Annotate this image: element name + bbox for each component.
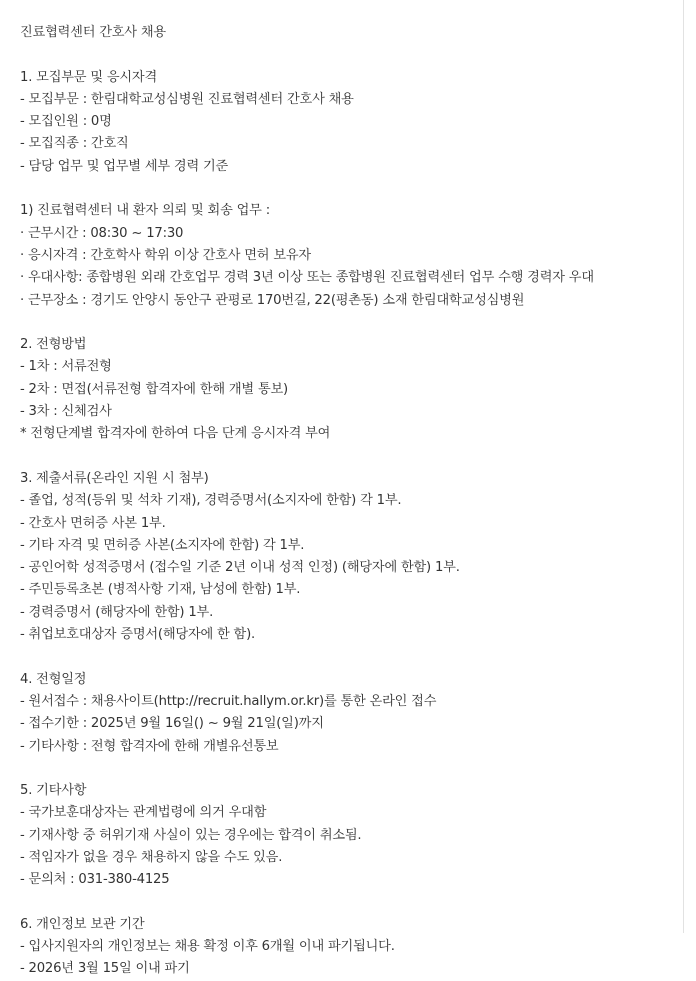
section-block	[20, 468, 683, 669]
section-line: - 공인어학 성적증명서 (접수일 기준 2년 이내 성적 인정) (해당자에 한함) 1부.	[20, 560, 460, 576]
section-line: - 담당 업무 및 업무별 세부 경력 기준	[20, 158, 229, 174]
section-line: · 근무시간 : 08:30 ~ 17:30	[20, 225, 184, 241]
section-heading: 4. 전형일정	[20, 671, 87, 687]
section-line: * 전형단계별 합격자에 한하여 다음 단계 응시자격 부여	[20, 426, 331, 442]
section-line: - 모집직종 : 간호직	[20, 136, 129, 152]
section-spacer	[20, 178, 683, 200]
section-spacer	[20, 892, 683, 914]
section-line: - 국가보훈대상자는 관계법령에 의거 우대함	[20, 805, 267, 821]
section-line: - 접수기한 : 2025년 9월 16일() ~ 9월 21일(일)까지	[20, 716, 324, 732]
section-line: - 2차 : 면접(서류전형 합격자에 한해 개별 통보)	[20, 381, 288, 397]
section-heading: 5. 기타사항	[20, 783, 87, 799]
section-block	[20, 669, 683, 780]
section-block	[20, 67, 683, 201]
section-heading: 1. 모집부문 및 응시자격	[20, 69, 158, 85]
section-block	[20, 914, 683, 981]
section-line: - 원서접수 : 채용사이트(http://recruit.hallym.or.kr)를 통한 온라인 접수	[20, 693, 437, 709]
section-block	[20, 780, 683, 914]
section-spacer	[20, 758, 683, 780]
section-line: - 2026년 3월 15일 이내 파기	[20, 961, 190, 977]
section-line: - 기재사항 중 허위기재 사실이 있는 경우에는 합격이 취소됨.	[20, 827, 362, 843]
section-heading: 3. 제출서류(온라인 지원 시 첨부)	[20, 470, 209, 486]
section-line: · 근무장소 : 경기도 안양시 동안구 관평로 170번길, 22(평촌동) 소재 한림대학교성심병원	[20, 292, 525, 308]
section-line: - 주민등록초본 (병적사항 기재, 남성에 한함) 1부.	[20, 582, 301, 598]
section-line: - 문의처 : 031-380-4125	[20, 872, 170, 888]
section-line: - 모집부문 : 한림대학교성심병원 진료협력센터 간호사 채용	[20, 91, 354, 107]
section-line: · 응시자격 : 간호학사 학위 이상 간호사 면허 보유자	[20, 247, 311, 263]
posting-sections	[20, 67, 683, 981]
section-line: - 졸업, 성적(등위 및 석차 기재), 경력증명서(소지자에 한함) 각 1부.	[20, 493, 402, 509]
section-line: - 기타 자격 및 면허증 사본(소지자에 한함) 각 1부.	[20, 537, 305, 553]
section-line: - 간호사 면허증 사본 1부.	[20, 515, 166, 531]
section-line: - 입사지원자의 개인정보는 채용 확정 이후 6개월 이내 파기됩니다.	[20, 939, 395, 955]
section-spacer	[20, 646, 683, 668]
section-spacer	[20, 312, 683, 334]
section-line: - 3차 : 신체검사	[20, 404, 112, 420]
document-title: 진료협력센터 간호사 채용	[20, 25, 166, 40]
section-heading: 2. 전형방법	[20, 337, 87, 353]
section-spacer	[20, 446, 683, 468]
section-heading: 1) 진료협력센터 내 환자 의뢰 및 회송 업무 :	[20, 203, 270, 219]
section-block	[20, 334, 683, 468]
section-line: - 경력증명서 (해당자에 한함) 1부.	[20, 604, 214, 620]
section-heading: 6. 개인정보 보관 기간	[20, 916, 145, 932]
section-line: - 기타사항 : 전형 합격자에 한해 개별유선통보	[20, 738, 279, 754]
section-block	[20, 200, 683, 334]
section-line: - 1차 : 서류전형	[20, 359, 112, 375]
section-line: · 우대사항: 종합병원 외래 간호업무 경력 3년 이상 또는 종합병원 진료협력센터 업무 수행 경력자 우대	[20, 270, 594, 286]
section-line: - 취업보호대상자 증명서(해당자에 한 함).	[20, 627, 256, 643]
section-line: - 모집인원 : 0명	[20, 114, 112, 130]
section-line: - 적임자가 없을 경우 채용하지 않을 수도 있음.	[20, 849, 283, 865]
